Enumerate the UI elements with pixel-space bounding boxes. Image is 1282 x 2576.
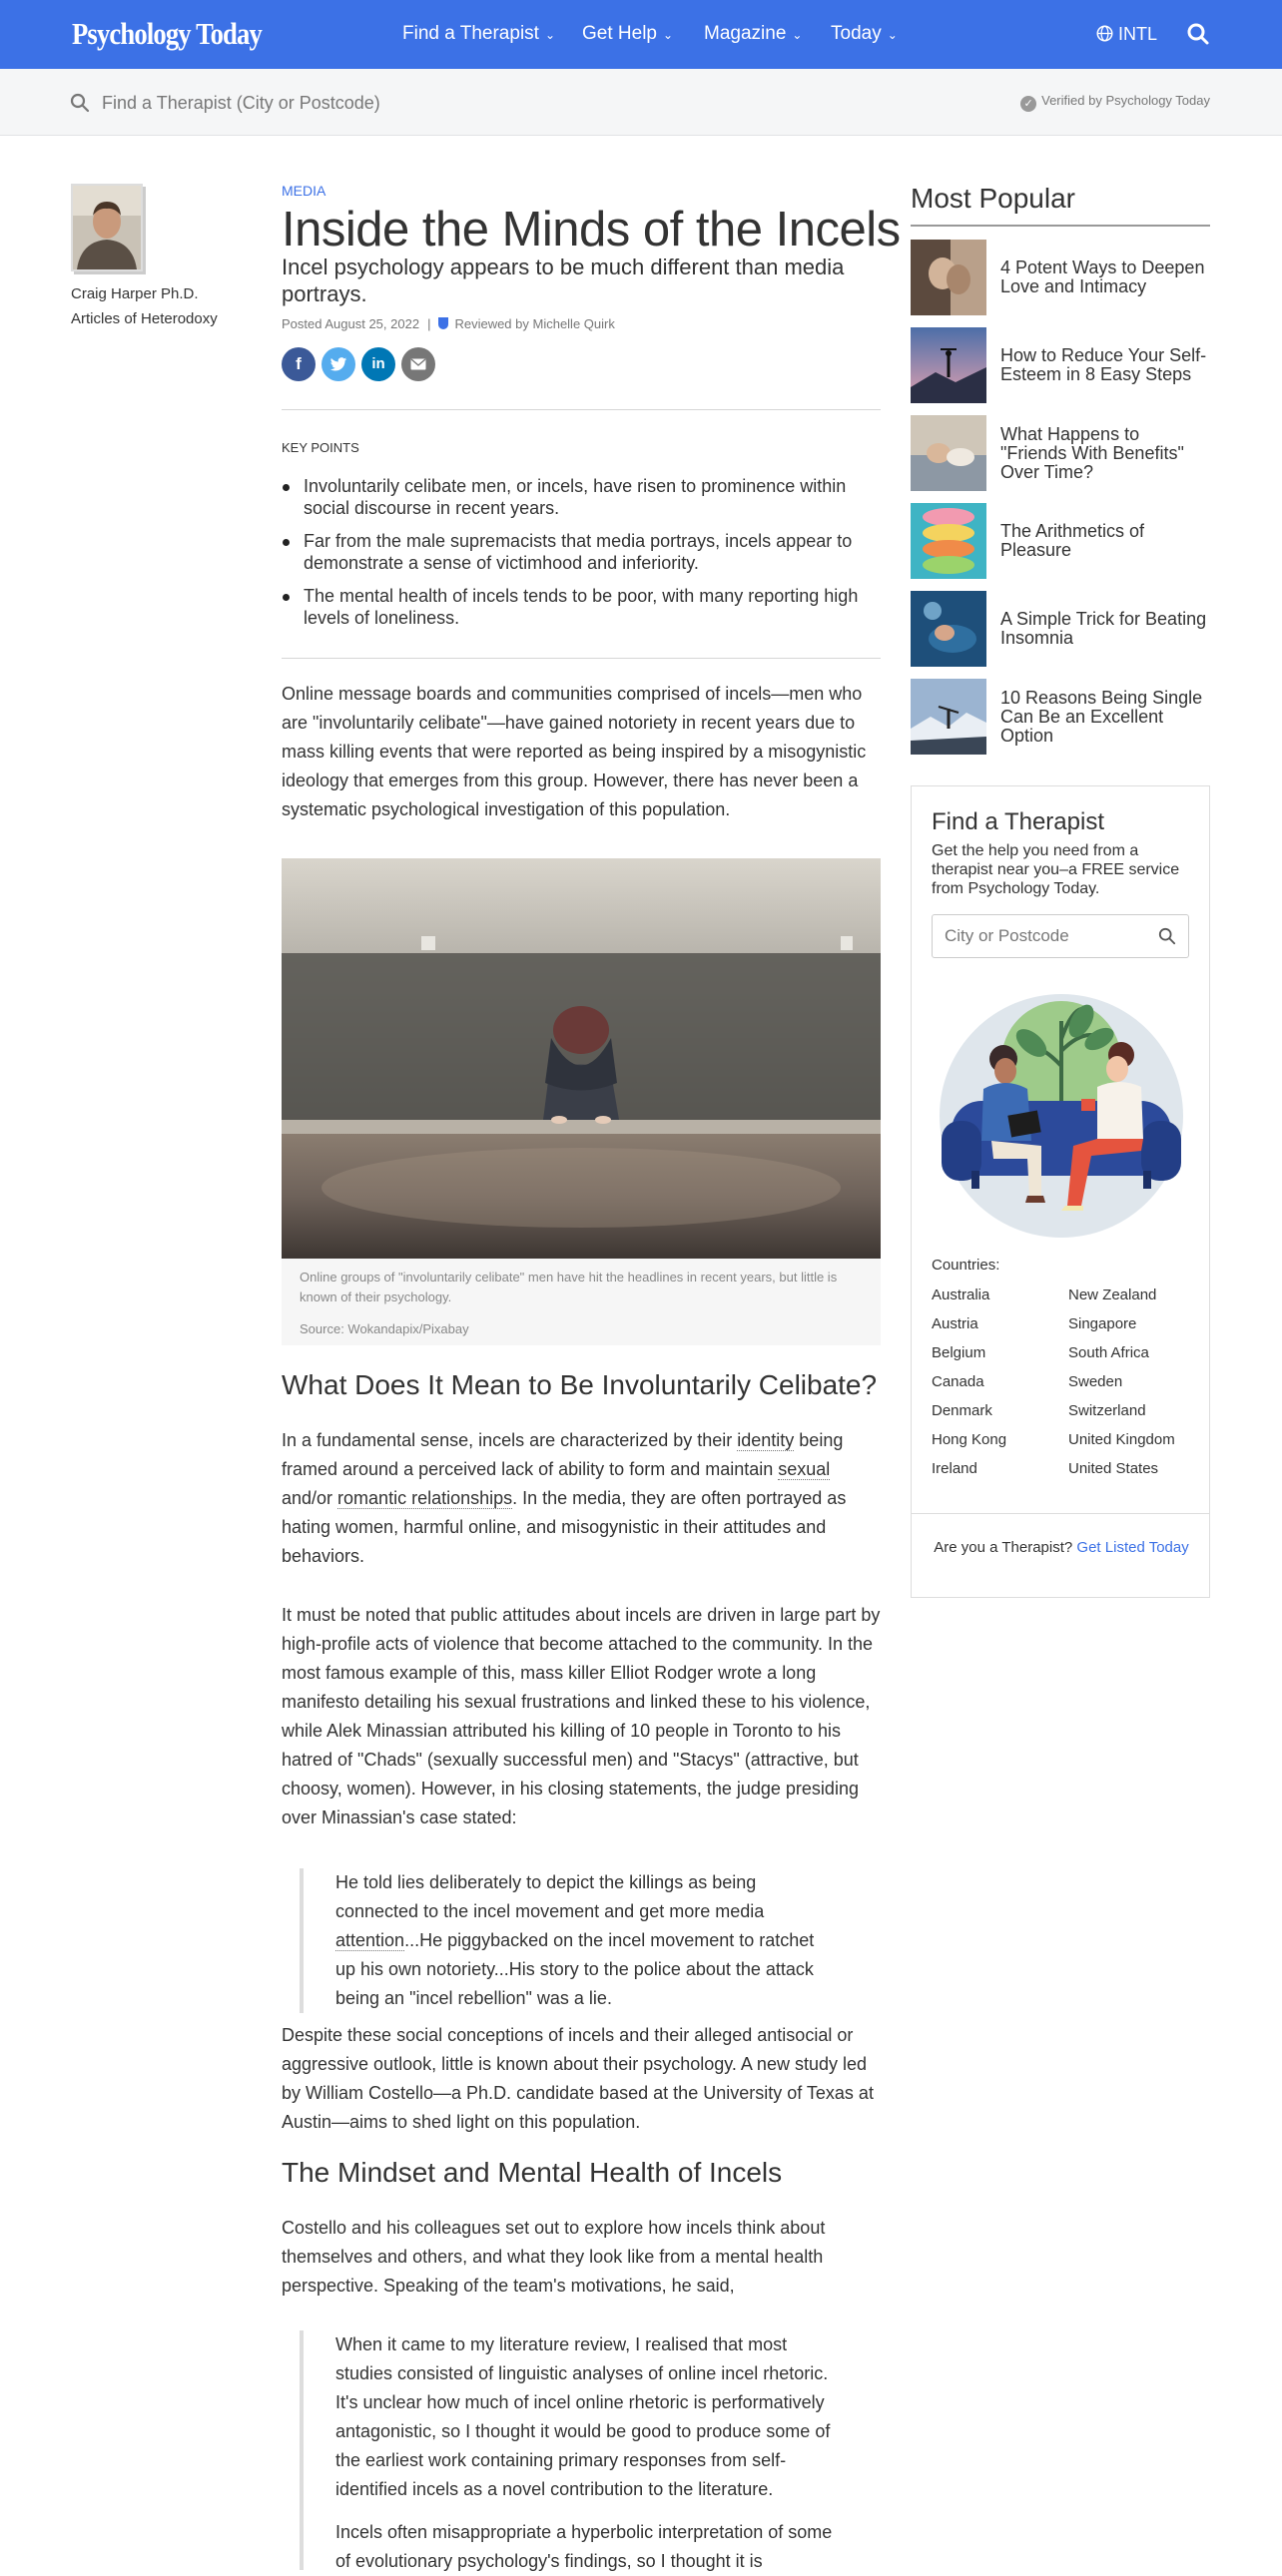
therapy-session-illustration bbox=[932, 981, 1191, 1241]
thumbnail bbox=[911, 240, 986, 315]
find-therapist-title: Find a Therapist bbox=[932, 808, 1104, 835]
chevron-down-icon: ⌄ bbox=[887, 28, 898, 42]
nav-label: Find a Therapist bbox=[402, 23, 539, 44]
divider bbox=[912, 1513, 1209, 1514]
twitter-share-icon[interactable] bbox=[321, 347, 355, 381]
country-link[interactable]: Singapore bbox=[1068, 1315, 1137, 1332]
byline-separator: | bbox=[427, 316, 431, 331]
key-points-list bbox=[282, 475, 881, 640]
find-therapist-widget bbox=[911, 785, 1210, 1598]
article-subhead: Incel psychology appears to be much different than media portrays. bbox=[282, 255, 845, 306]
article-kicker[interactable]: MEDIA bbox=[282, 183, 326, 199]
country-link[interactable]: Denmark bbox=[932, 1402, 992, 1419]
author-blog-link[interactable]: Articles of Heterodoxy bbox=[71, 310, 218, 327]
city-postcode-input[interactable] bbox=[945, 926, 1144, 946]
key-point: Involuntarily celibate men, or incels, have risen to prominence within social discourse in recent years. bbox=[282, 475, 881, 519]
nav-get-help[interactable] bbox=[582, 23, 673, 45]
attention-link[interactable]: attention bbox=[335, 1930, 405, 1950]
country-link[interactable]: United Kingdom bbox=[1068, 1431, 1175, 1448]
key-point: The mental health of incels tends to be poor, with many reporting high levels of loneliness. bbox=[282, 585, 881, 629]
quote-paragraph: When it came to my literature review, I realised that most studies consisted of linguistic analyses of online incel rhetoric. It's unclear how much of incel online rhetoric is performatively antagonistic, so I thought it would be good to produce some of the earliest work containing primary responses from self-identified incels as a novel contribution to the literature. bbox=[335, 2334, 831, 2499]
nav-label: Today bbox=[831, 23, 882, 44]
country-link[interactable]: Hong Kong bbox=[932, 1431, 1007, 1448]
therapist-cta bbox=[932, 1537, 1191, 1558]
country-link[interactable]: United States bbox=[1068, 1460, 1159, 1477]
most-popular-item[interactable] bbox=[911, 679, 1210, 755]
author-info bbox=[71, 281, 218, 331]
author-name-link[interactable]: Craig Harper Ph.D. bbox=[71, 285, 199, 302]
article-headline: Inside the Minds of the Incels bbox=[282, 203, 901, 257]
article-intro: Online message boards and communities comprised of incels—men who are "involuntarily celibate"—have gained notoriety in recent years due to mass killing events that were reported as being inspired by a misogynistic ideology that emerges from this group. However, there has never been a systematic psychological investigation of this population. bbox=[282, 684, 867, 819]
blockquote bbox=[300, 1868, 839, 2013]
article-byline bbox=[282, 316, 615, 331]
globe-icon bbox=[1096, 25, 1113, 42]
search-icon[interactable] bbox=[1186, 22, 1210, 46]
country-link[interactable]: New Zealand bbox=[1068, 1287, 1157, 1303]
nav-label: Magazine bbox=[704, 23, 787, 44]
article-paragraph: Costello and his colleagues set out to explore how incels think about themselves and others, and what they look like from a mental health perspective. Speaking of the team's motivations, he said, bbox=[282, 2218, 826, 2296]
country-link[interactable]: Belgium bbox=[932, 1344, 986, 1361]
thumbnail bbox=[911, 327, 986, 403]
country-link[interactable]: Ireland bbox=[932, 1460, 977, 1477]
thumbnail bbox=[911, 415, 986, 491]
most-popular-title: What Happens to "Friends With Benefits" Over Time? bbox=[1000, 423, 1184, 482]
most-popular-title: The Arithmetics of Pleasure bbox=[1000, 521, 1145, 560]
find-therapist-search bbox=[932, 914, 1189, 958]
get-listed-link[interactable]: Get Listed Today bbox=[1076, 1539, 1189, 1556]
intl-selector[interactable] bbox=[1096, 24, 1157, 45]
country-link[interactable]: Canada bbox=[932, 1373, 984, 1390]
posted-date: Posted August 25, 2022 bbox=[282, 316, 420, 331]
image-caption: Online groups of "involuntarily celibate" men have hit the headlines in recent years, but little is known of their psychology. bbox=[300, 1270, 838, 1304]
shield-icon bbox=[438, 317, 448, 329]
article-paragraph: Despite these social conceptions of incels and their alleged antisocial or aggressive outlook, little is known about their psychology. A new study led by William Costello—a Ph.D. candidate based at the University of Texas at Austin—aims to shed light on this population. bbox=[282, 2025, 874, 2132]
country-link[interactable]: Australia bbox=[932, 1287, 990, 1303]
article-figure bbox=[282, 858, 881, 1345]
text: In a fundamental sense, incels are characterized by their bbox=[282, 1430, 738, 1450]
most-popular-title: Most Popular bbox=[911, 183, 1210, 227]
verified-label: Verified by Psychology Today bbox=[1041, 93, 1210, 108]
search-icon[interactable] bbox=[1158, 927, 1176, 945]
most-popular-item[interactable] bbox=[911, 240, 1210, 315]
thumbnail bbox=[911, 591, 986, 667]
section-heading: The Mindset and Mental Health of Incels bbox=[282, 2157, 783, 2188]
facebook-share-icon[interactable]: f bbox=[282, 347, 316, 381]
email-share-icon[interactable] bbox=[401, 347, 435, 381]
thumbnail bbox=[911, 503, 986, 579]
romantic-relationships-link[interactable]: romantic relationships bbox=[337, 1488, 513, 1508]
most-popular-item[interactable] bbox=[911, 327, 1210, 403]
person-sitting-against-wall-photo bbox=[282, 858, 881, 1259]
country-link[interactable]: Sweden bbox=[1068, 1373, 1123, 1390]
countries-label: Countries: bbox=[932, 1257, 1000, 1274]
blockquote bbox=[300, 2330, 839, 2570]
divider bbox=[282, 658, 881, 659]
share-buttons bbox=[282, 347, 435, 381]
most-popular-item[interactable] bbox=[911, 503, 1210, 579]
article-image[interactable] bbox=[282, 858, 881, 1259]
country-link[interactable]: Austria bbox=[932, 1315, 978, 1332]
nav-today[interactable] bbox=[831, 23, 898, 45]
country-link[interactable]: Switzerland bbox=[1068, 1402, 1146, 1419]
most-popular-title: 4 Potent Ways to Deepen Love and Intimacy bbox=[1000, 258, 1205, 296]
reviewed-by[interactable]: Reviewed by Michelle Quirk bbox=[454, 316, 615, 331]
text: He told lies deliberately to depict the killings as being connected to the incel movement and get more media bbox=[335, 1872, 765, 1921]
identity-link[interactable]: identity bbox=[737, 1430, 795, 1450]
chevron-down-icon: ⌄ bbox=[792, 28, 803, 42]
most-popular-title: How to Reduce Your Self-Esteem in 8 Easy Steps bbox=[1000, 345, 1207, 384]
author-avatar[interactable] bbox=[71, 184, 143, 271]
text: . In the media, they are often portrayed as hating women, harmful online, and misogynistic in their attitudes and behaviors. bbox=[282, 1488, 847, 1566]
nav-find-therapist[interactable] bbox=[402, 23, 555, 45]
check-icon: ✓ bbox=[1020, 96, 1036, 112]
article-paragraph bbox=[282, 1426, 881, 1571]
text: being framed around a perceived lack of ability to form and maintain bbox=[282, 1430, 844, 1479]
top-navbar bbox=[0, 0, 1282, 69]
section-heading: What Does It Mean to Be Involuntarily Celibate? bbox=[282, 1369, 878, 1400]
text: and/or bbox=[282, 1488, 338, 1508]
most-popular-item[interactable] bbox=[911, 415, 1210, 491]
psychology-today-logo[interactable]: Psychology Today bbox=[72, 16, 262, 51]
quote-paragraph: Incels often misappropriate a hyperbolic interpretation of some of evolutionary psychology's findings, so I thought it is bbox=[335, 2522, 833, 2571]
most-popular-title: A Simple Trick for Beating Insomnia bbox=[1000, 609, 1207, 648]
article-paragraph: It must be noted that public attitudes about incels are driven in large part by high-profile acts of violence that become attached to the community. In the most famous example of this, mass killer Elliot Rodger wrote a long manifesto detailing his sexual frustrations and linked these to his violence, while Alek Minassian attributed his killing of 10 people in Toronto to his hatred of "Chads" (sexually successful men) and "Stacys" (attractive, but choosy, women). However, in his closing statements, the judge presiding over Minassian's case stated: bbox=[282, 1605, 881, 1827]
key-point: Far from the male supremacists that media portrays, incels appear to demonstrate a sense of victimhood and inferiority. bbox=[282, 530, 881, 574]
divider bbox=[282, 409, 881, 410]
country-link[interactable]: South Africa bbox=[1068, 1344, 1149, 1361]
nav-magazine[interactable] bbox=[704, 23, 802, 45]
find-therapist-description: Get the help you need from a therapist near you–a FREE service from Psychology Today. bbox=[932, 842, 1180, 897]
author-photo bbox=[73, 186, 141, 269]
intl-label: INTL bbox=[1118, 24, 1158, 44]
most-popular-title: 10 Reasons Being Single Can Be an Excellent Option bbox=[1000, 687, 1203, 746]
thumbnail bbox=[911, 679, 986, 755]
search-icon bbox=[70, 93, 90, 113]
sexual-link[interactable]: sexual bbox=[778, 1459, 831, 1479]
linkedin-share-icon[interactable]: in bbox=[361, 347, 395, 381]
nav-label: Get Help bbox=[582, 23, 657, 44]
key-points-title: KEY POINTS bbox=[282, 440, 359, 455]
verified-badge bbox=[1020, 93, 1210, 112]
text: ...He piggybacked on the incel movement to ratchet up his own notoriety...His story to the police about the attack being an "incel rebellion" was a lie. bbox=[335, 1930, 815, 2008]
chevron-down-icon: ⌄ bbox=[544, 28, 556, 42]
chevron-down-icon: ⌄ bbox=[662, 28, 674, 42]
therapist-search-bar bbox=[0, 69, 1282, 136]
cta-text: Are you a Therapist? bbox=[934, 1539, 1073, 1556]
most-popular-item[interactable] bbox=[911, 591, 1210, 667]
image-source: Source: Wokandapix/Pixabay bbox=[300, 1321, 469, 1336]
therapist-search-input[interactable] bbox=[102, 89, 701, 117]
